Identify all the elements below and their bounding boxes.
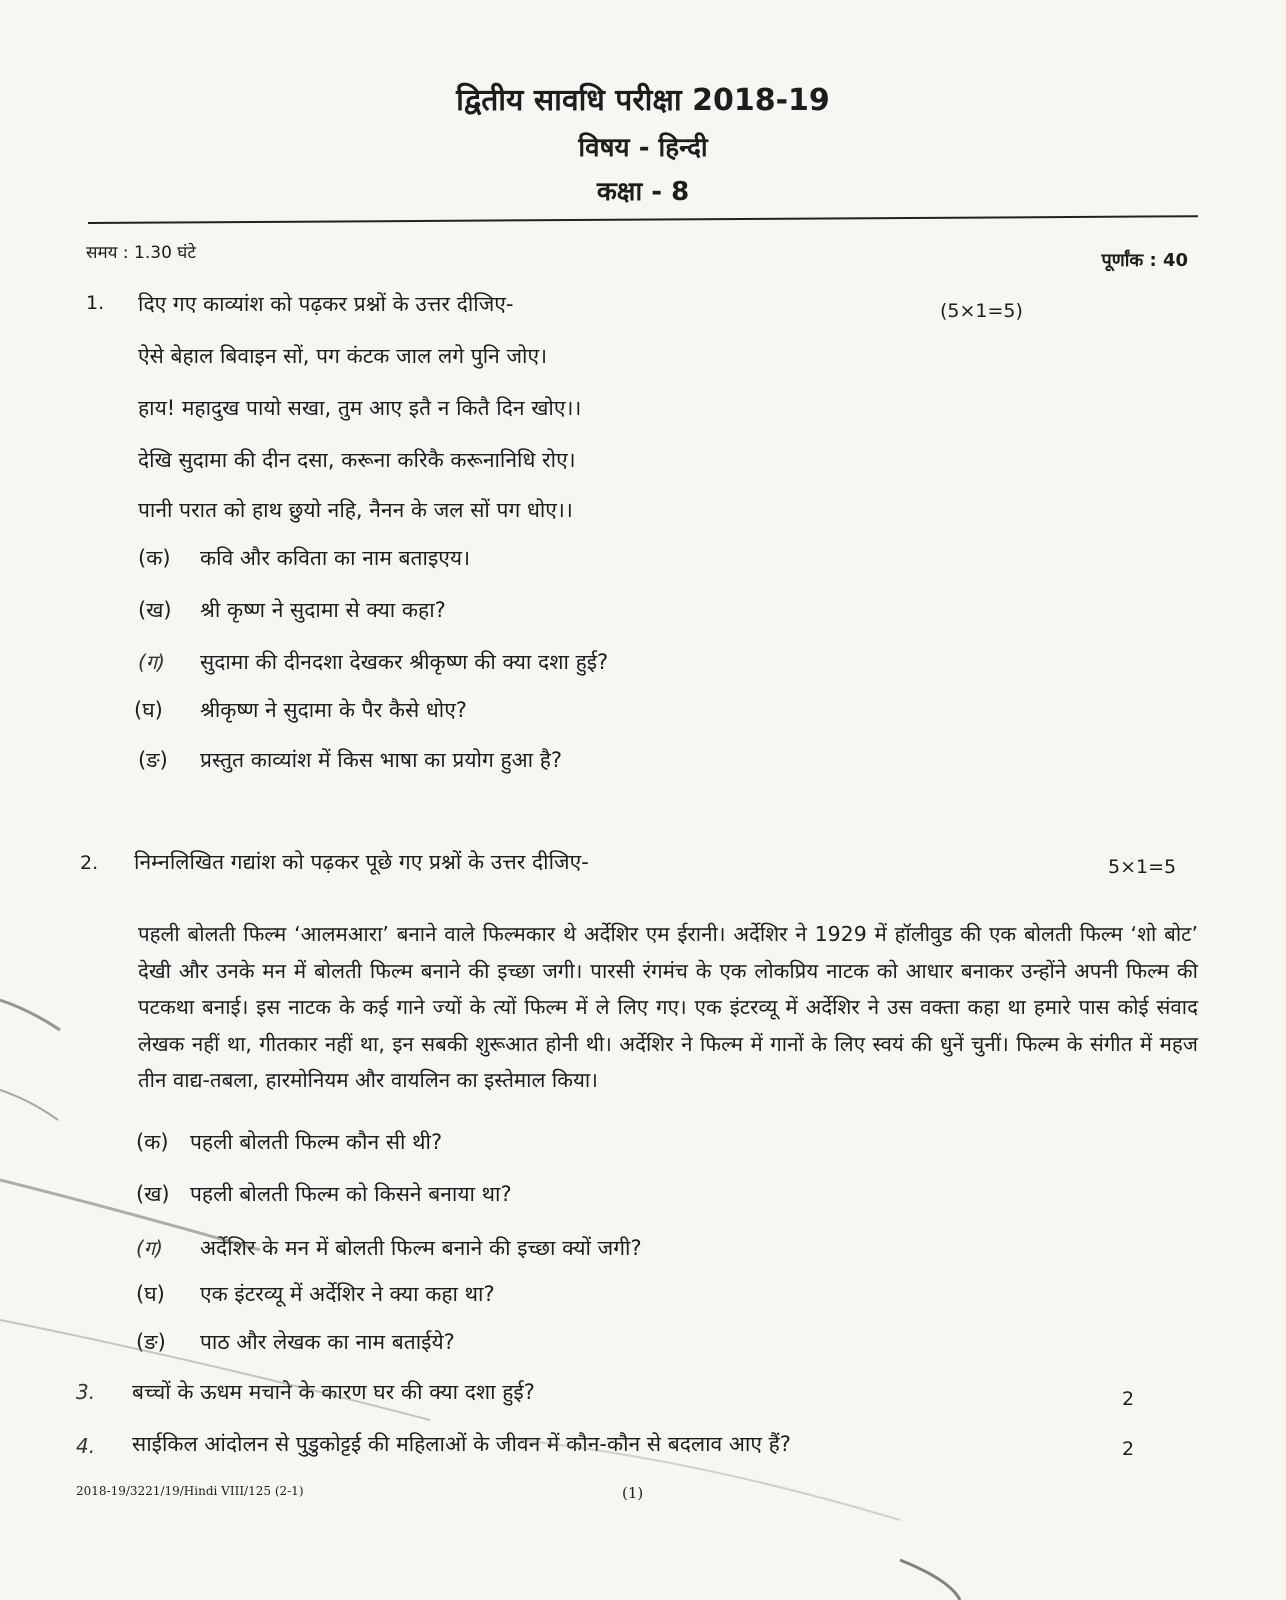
q1-sub-question: श्रीकृष्ण ने सुदामा के पैर कैसे धोए? <box>200 698 467 722</box>
q2-sub-label: (ङ) <box>136 1330 166 1354</box>
q1-number: 1. <box>86 292 105 314</box>
q2-sub-label: (ग) <box>136 1236 163 1260</box>
poem-line: देखि सुदामा की दीन दसा, करूना करिकै करूनानिधि रोए। <box>138 448 576 472</box>
exam-subject: विषय - हिन्दी <box>578 133 708 163</box>
q1-sub-label: (ग) <box>138 650 165 674</box>
q3-number: 3. <box>76 1380 96 1404</box>
q4-question: साईकिल आंदोलन से पुडुकोट्टई की महिलाओं के जीवन में कौन-कौन से बदलाव आए हैं? <box>132 1432 791 1456</box>
q2-sub-question: अर्देशिर के मन में बोलती फिल्म बनाने की इच्छा क्यों जगी? <box>200 1236 642 1260</box>
q4-marks: 2 <box>1122 1438 1135 1460</box>
q2-passage: पहली बोलती फिल्म ‘आलमआरा’ बनाने वाले फिल्मकार थे अर्देशिर एम ईरानी। अर्देशिर ने 1929 में हॉलीवुड की एक बोलती फिल्म ‘शो बोट’ देखी और उनके मन में बोलती फिल्म बनाने की इच्छा जगी। पारसी रंगमंच के एक लोकप्रिय नाटक को आधार बनाकर उन्होंने अपनी फिल्म की पटकथा बनाई। इस नाटक के कई गाने ज्यों के त्यों फिल्म में ले लिए गए। एक इंटरव्यू में अर्देशिर ने उस वक्ता कहा था हमारे पास कोई संवाद लेखक नहीं था, गीतकार नहीं था, इन सबकी शुरूआत होनी थी। अर्देशिर ने फिल्म में गानों के लिए स्वयं की धुनें चुनीं। फिल्म के संगीत में महज तीन वाद्य-तबला, हारमोनियम और वायलिन का इस्तेमाल किया। <box>138 922 1198 1092</box>
q1-sub-question: प्रस्तुत काव्यांश में किस भाषा का प्रयोग हुआ है? <box>200 748 563 772</box>
q2-sub-label: (घ) <box>136 1282 165 1306</box>
q1-sub-question: सुदामा की दीनदशा देखकर श्रीकृष्ण की क्या दशा हुई? <box>200 650 609 674</box>
q3-question: बच्चों के ऊधम मचाने के कारण घर की क्या दशा हुई? <box>132 1380 535 1404</box>
q3-marks: 2 <box>1122 1388 1135 1410</box>
paper-code: 2018-19/3221/19/Hindi VIII/125 (2-1) <box>76 1484 304 1498</box>
q2-marks: 5×1=5 <box>1108 856 1177 878</box>
poem-line: ऐसे बेहाल बिवाइन सों, पग कंटक जाल लगे पुनि जोए। <box>138 344 548 368</box>
q2-number: 2. <box>80 852 99 874</box>
q2-sub-question: पाठ और लेखक का नाम बताईये? <box>200 1330 455 1354</box>
q1-sub-question: कवि और कविता का नाम बताइएय। <box>200 546 471 570</box>
q1-sub-label: (ङ) <box>138 748 168 772</box>
q1-sub-label: (क) <box>138 546 171 570</box>
poem-line: हाय! महादुख पायो सखा, तुम आए इतै न कितै दिन खोए।। <box>138 396 582 420</box>
q1-sub-label: (ख) <box>138 598 172 622</box>
q1-marks: (5×1=5) <box>940 300 1023 322</box>
q2-sub-label: (ख) <box>136 1182 170 1206</box>
q4-number: 4. <box>76 1434 96 1458</box>
q2-sub-label: (क) <box>136 1130 169 1154</box>
poem-line: पानी परात को हाथ छुयो नहि, नैनन के जल सों पग धोए।। <box>138 498 573 522</box>
q2-sub-question: पहली बोलती फिल्म को किसने बनाया था? <box>190 1182 512 1206</box>
q2-sub-question: पहली बोलती फिल्म कौन सी थी? <box>190 1130 443 1154</box>
page-number: (1) <box>622 1484 644 1502</box>
q1-instruction: दिए गए काव्यांश को पढ़कर प्रश्नों के उत्तर दीजिए- <box>138 292 514 316</box>
max-marks: पूर्णांक : 40 <box>1101 250 1188 271</box>
exam-class: कक्षा - 8 <box>596 177 690 207</box>
q2-instruction: निम्नलिखित गद्यांश को पढ़कर पूछे गए प्रश्नों के उत्तर दीजिए- <box>134 850 589 874</box>
q1-sub-label: (घ) <box>134 698 163 722</box>
exam-title: द्वितीय सावधि परीक्षा 2018-19 <box>456 83 830 118</box>
time-allowed: समय : 1.30 घंटे <box>86 243 196 263</box>
q1-sub-question: श्री कृष्ण ने सुदामा से क्या कहा? <box>200 598 446 622</box>
q2-sub-question: एक इंटरव्यू में अर्देशिर ने क्या कहा था? <box>200 1282 495 1306</box>
